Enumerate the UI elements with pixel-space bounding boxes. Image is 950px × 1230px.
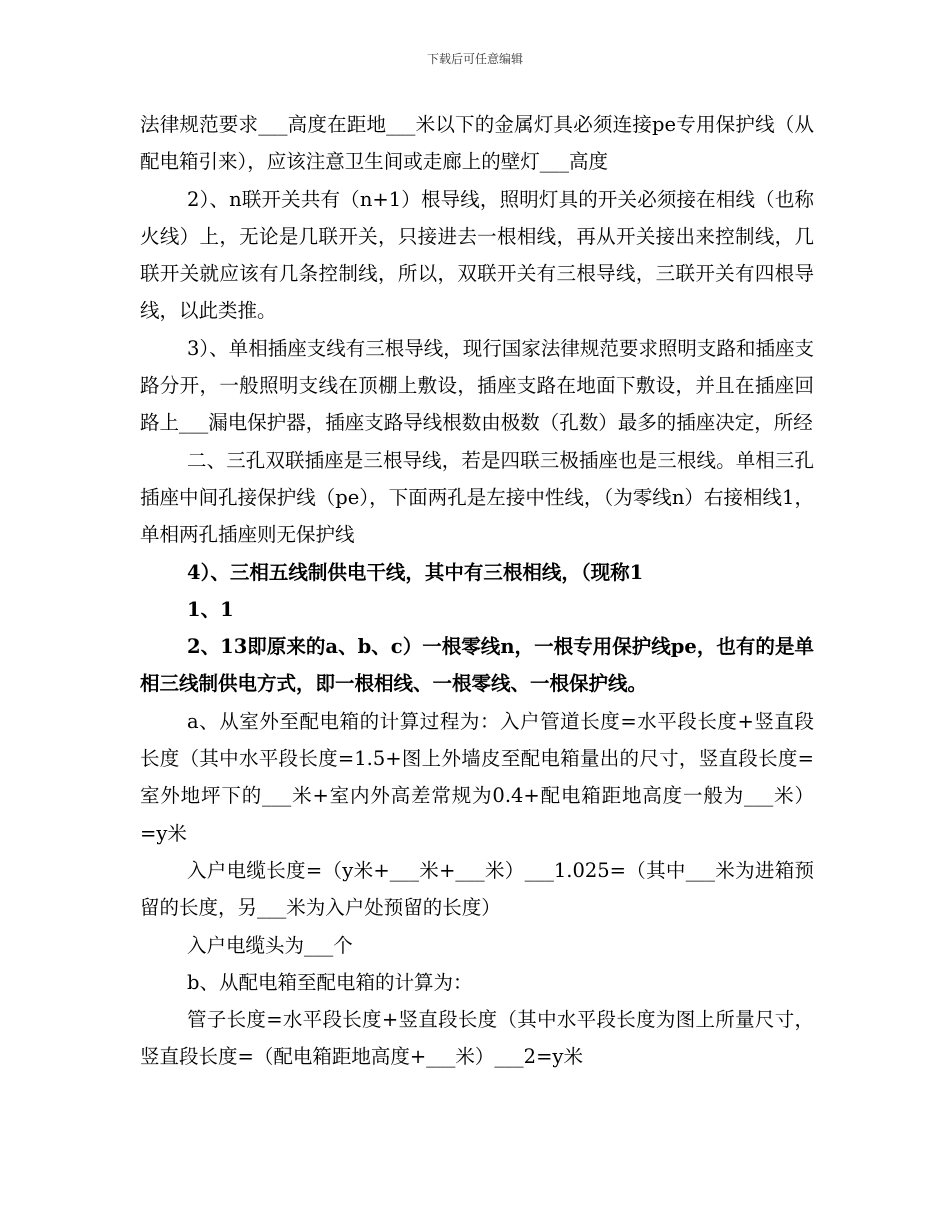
paragraph-7: 2、13即原来的a、b、c）一根零线n，一根专用保护线pe，也有的是单相三线制供电方式，即一根相线、一根零线、一根保护线。	[140, 635, 814, 696]
paragraph-10: 入户电缆头为___个	[187, 933, 353, 957]
document-body	[140, 106, 814, 1076]
paragraph-3: 3）、单相插座支线有三根导线，现行国家法律规范要求照明支路和插座支路分开，一般照明支线在顶棚上敷设，插座支路在地面下敷设，并且在插座回路上___漏电保护器，插座支路导线根数由极数（孔数）最多的插座决定，所经	[140, 336, 814, 435]
paragraph-11: b、从配电箱至配电箱的计算为：	[187, 970, 473, 994]
paragraph-12: 管子长度=水平段长度+竖直段长度（其中水平段长度为图上所量尺寸，竖直段长度=（配电箱距地高度+___米）___2=y米	[140, 1008, 814, 1069]
page-header: 下载后可任意编辑	[426, 52, 523, 66]
paragraph-9: 入户电缆长度=（y米+___米+___米）___1.025=（其中___米为进箱预留的长度，另___米为入户处预留的长度）	[140, 858, 814, 920]
paragraph-8: a、从室外至配电箱的计算过程为：入户管道长度=水平段长度+竖直段长度（其中水平段长度=1.5+图上外墙皮至配电箱量出的尺寸，竖直段长度=室外地坪下的___米+室内外高差常规为0.4+配电箱距地高度一般为___米）=y米	[140, 709, 814, 845]
paragraph-1: 法律规范要求___高度在距地___米以下的金属灯具必须连接pe专用保护线（从配电箱引来），应该注意卫生间或走廊上的壁灯___高度	[140, 113, 814, 174]
paragraph-4: 二、三孔双联插座是三根导线，若是四联三极插座也是三根线。单相三孔插座中间孔接保护线（pe），下面两孔是左接中性线，（为零线n）右接相线1，单相两孔插座则无保护线	[140, 448, 814, 547]
paragraph-5: 4）、三相五线制供电干线，其中有三根相线，（现称1	[187, 560, 644, 584]
paragraph-2: 2）、n联开关共有（n+1）根导线，照明灯具的开关必须接在相线（也称火线）上，无论是几联开关，只接进去一根相线，再从开关接出来控制线，几联开关就应该有几条控制线，所以，双联开关有三根导线，三联开关有四根导线，以此类推。	[140, 187, 814, 323]
paragraph-6: 1、1	[187, 597, 234, 621]
